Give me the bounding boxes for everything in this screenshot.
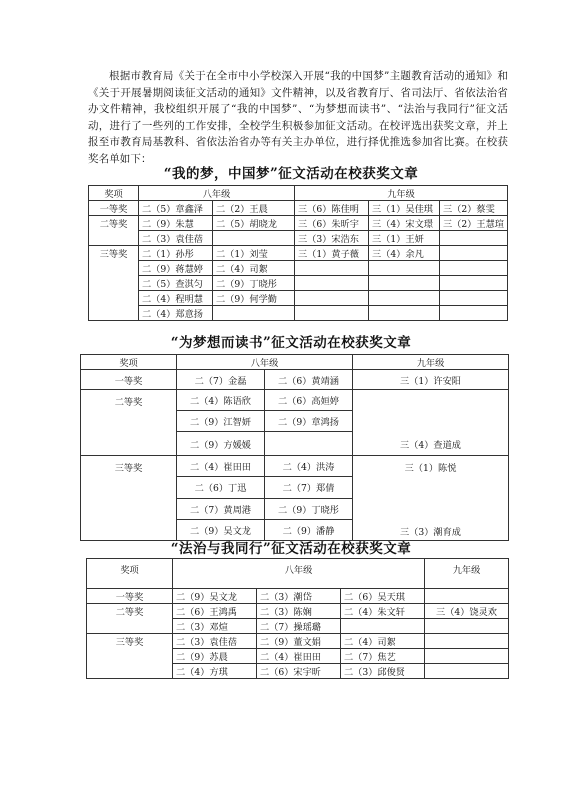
section-title-1: “我的梦，中国梦”征文活动在校获奖文章 [163, 166, 419, 182]
cell: 三（1）黄子薇 [295, 246, 369, 261]
cell: 三（4）余凡 [369, 246, 440, 261]
cell: 二（4）方琪 [173, 664, 257, 679]
header-grade8: 八年级 [173, 559, 425, 589]
cell: 二（6）吴天琪 [341, 589, 425, 604]
cell: 三（6）陈佳明 [295, 201, 369, 216]
header-grade8: 八年级 [177, 355, 353, 370]
cell: 二（6）黄靖涵 [265, 370, 353, 390]
cell: 二（7）操瑶璐 [257, 619, 341, 634]
cell: 三（3）潮育成 [400, 527, 461, 538]
cell-empty [425, 664, 509, 679]
cell: 二（9）潘静 [265, 519, 353, 540]
cell: 二（9）何学勤 [213, 291, 295, 306]
cell-group [353, 456, 509, 541]
cell: 二（4）司絮 [341, 634, 425, 649]
award-second: 二等奖 [89, 216, 139, 246]
award-second: 二等奖 [87, 604, 173, 634]
cell: 二（1）孙彤 [139, 246, 213, 261]
award-first: 一等奖 [87, 589, 173, 604]
header-award: 奖项 [81, 355, 177, 370]
cell: 二（9）江智妍 [177, 411, 265, 432]
cell: 三（1）吴佳琪 [369, 201, 440, 216]
award-first: 一等奖 [89, 201, 139, 216]
header-award: 奖项 [87, 559, 173, 589]
award-third: 三等奖 [89, 246, 139, 321]
cell-empty [369, 306, 440, 321]
cell-empty [440, 246, 508, 261]
cell: 二（4）崔田田 [177, 456, 265, 477]
cell: 二（9）蒋慧婷 [139, 261, 213, 276]
cell: 二（9）吴文龙 [177, 519, 265, 540]
cell: 二（4）洪涛 [265, 456, 353, 477]
cell: 二（6）宋宇昕 [257, 664, 341, 679]
cell: 二（2）王晨 [213, 201, 295, 216]
cell: 二（9）吴文龙 [173, 589, 257, 604]
cell-empty [213, 231, 295, 246]
cell-empty [425, 634, 509, 649]
cell: 二（9）苏晨 [173, 649, 257, 664]
cell: 三（4）饶灵欢 [425, 604, 509, 619]
award-third: 三等奖 [87, 634, 173, 679]
cell-empty [440, 306, 508, 321]
cell: 二（1）刘莹 [213, 246, 295, 261]
cell: 三（2）王慧瑄 [440, 216, 508, 231]
header-grade9: 九年级 [353, 355, 509, 370]
cell: 二（9）章鸿扬 [265, 411, 353, 432]
cell: 三（4）宋文璟 [369, 216, 440, 231]
cell-empty [341, 619, 425, 634]
cell-empty [440, 231, 508, 246]
cell-empty [295, 306, 369, 321]
cell: 二（6）丁迅 [177, 477, 265, 498]
cell: 三（1）王妍 [369, 231, 440, 246]
cell-empty [265, 432, 353, 456]
cell-empty [440, 261, 508, 276]
cell: 二（4）司絮 [213, 261, 295, 276]
cell: 二（4）崔田田 [257, 649, 341, 664]
cell: 二（5）查淇匀 [139, 276, 213, 291]
award-table-3 [86, 558, 509, 679]
award-first: 一等奖 [81, 370, 177, 390]
cell-empty [295, 261, 369, 276]
award-table-2 [80, 354, 509, 541]
cell: 二（9）方媛媛 [177, 432, 265, 456]
cell: 三（1）陈悦 [404, 463, 457, 474]
cell: 二（3）邓煊 [173, 619, 257, 634]
cell: 二（9）董文娟 [257, 634, 341, 649]
cell-empty [440, 291, 508, 306]
cell: 三（2）蔡雯 [440, 201, 508, 216]
header-grade9: 九年级 [425, 559, 509, 589]
cell: 二（4）陈语欣 [177, 390, 265, 411]
cell: 二（7）金磊 [177, 370, 265, 390]
cell: 二（5）章鑫泽 [139, 201, 213, 216]
cell: 二（7）焦艺 [341, 649, 425, 664]
cell-empty [369, 291, 440, 306]
cell: 三（3）宋浩东 [295, 231, 369, 246]
section-title-3: “法治与我同行”征文活动在校获奖文章 [170, 541, 412, 557]
cell-empty [369, 261, 440, 276]
header-grade8: 八年级 [139, 186, 295, 201]
cell-empty [295, 291, 369, 306]
cell: 二（4）郑意扬 [139, 306, 213, 321]
header-grade9: 九年级 [295, 186, 508, 201]
cell: 二（9）丁晓彤 [265, 498, 353, 519]
cell: 二（5）胡晓龙 [213, 216, 295, 231]
cell-empty [213, 306, 295, 321]
header-award: 奖项 [89, 186, 139, 201]
cell-empty [425, 649, 509, 664]
cell-empty [425, 619, 509, 634]
cell-empty [369, 276, 440, 291]
cell: 三（4）查道成 [353, 390, 509, 456]
cell-empty [425, 589, 509, 604]
cell: 二（6）王鸿禹 [173, 604, 257, 619]
cell: 二（4）朱文轩 [341, 604, 425, 619]
cell: 二（3）袁佳蓓 [173, 634, 257, 649]
cell-empty [440, 276, 508, 291]
cell: 二（4）程明慧 [139, 291, 213, 306]
cell-empty [295, 276, 369, 291]
cell: 二（3）潮岱 [257, 589, 341, 604]
section-title-2: “为梦想而读书”征文活动在校获奖文章 [170, 335, 412, 351]
intro-paragraph: 根据市教育局《关于在全市中小学校深入开展“我的中国梦”主题教育活动的通知》和《关于开展暑期阅读征文活动的通知》文件精神，以及省教育厅、省司法厅、省依法治省办文件精神，我校组织开展了“我的中国梦”、“为梦想而读书”、“法治与我同行”征文活动，进行了一些列的工作安排，全校学生积极参加征文活动。在校评选出获奖文章，并上报至市教育局基教科、省依法治省办等有关主办单位，进行择优推选参加省比赛。在校获奖名单如下： [88, 70, 508, 165]
cell: 二（7）郑倩 [265, 477, 353, 498]
cell: 二（6）高姮婷 [265, 390, 353, 411]
award-third: 三等奖 [81, 456, 177, 541]
award-second: 二等奖 [81, 390, 177, 456]
cell: 二（9）朱慧 [139, 216, 213, 231]
award-table-1 [88, 185, 508, 321]
cell: 二（3）陈娴 [257, 604, 341, 619]
cell: 二（3）袁佳蓓 [139, 231, 213, 246]
cell: 二（7）黄周港 [177, 498, 265, 519]
cell: 二（9）丁晓彤 [213, 276, 295, 291]
cell: 三（6）朱昕宇 [295, 216, 369, 231]
cell: 二（3）邱俊贤 [341, 664, 425, 679]
cell: 三（1）许安阳 [353, 370, 509, 390]
